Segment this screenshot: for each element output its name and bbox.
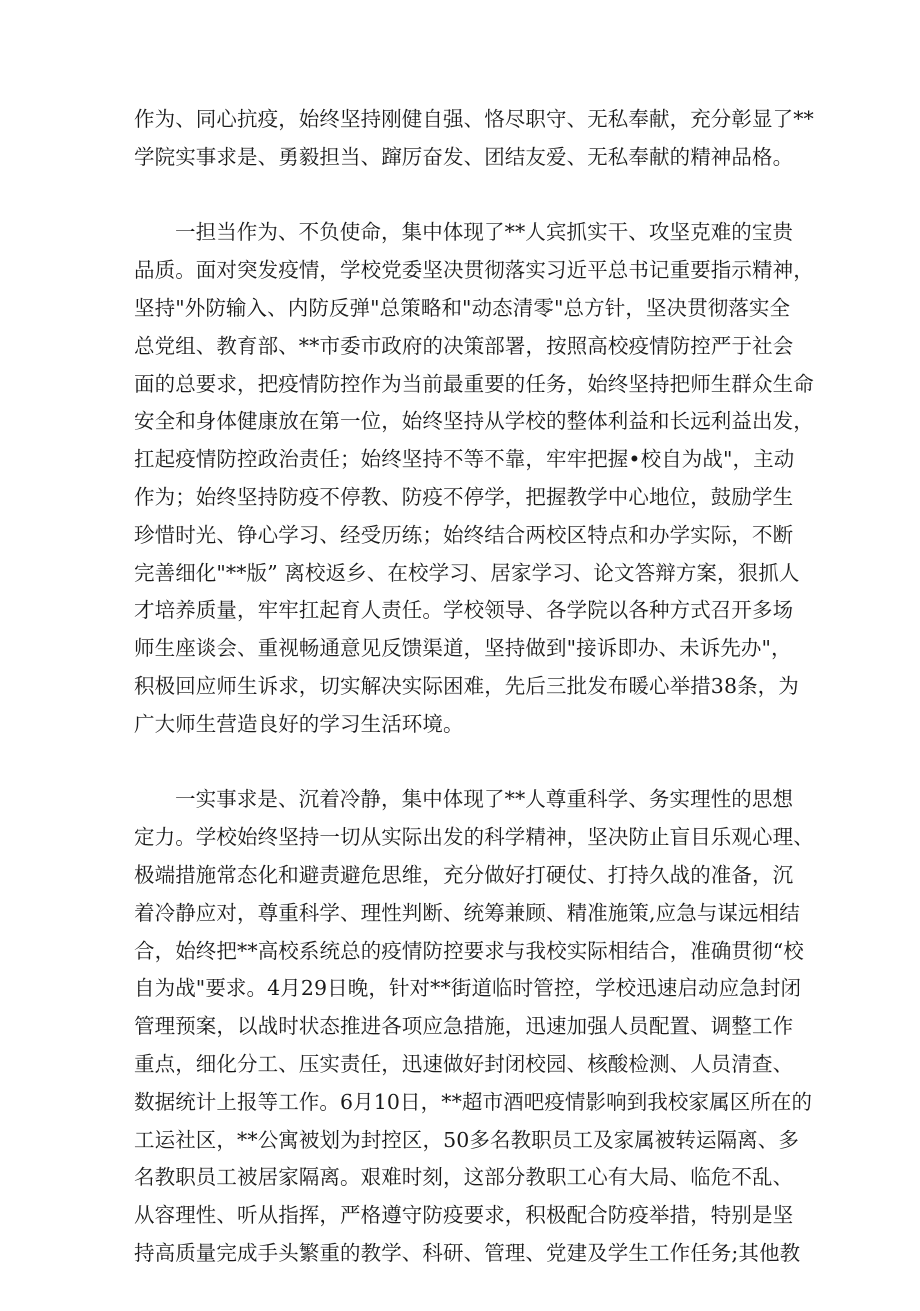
- text-line: 广大师生营造良好的学习生活环境。: [134, 711, 464, 736]
- text-line: 极端措施常态化和避责避危思维，充分做好打硬仗、打持久战的准备，沉: [134, 862, 794, 887]
- text-line: 定力。学校始终坚持一切从实际出发的科学精神，坚决防止盲目乐观心理、: [134, 825, 814, 850]
- text-line: 作为；始终坚持防疫不停教、防疫不停学，把握教学中心地位，鼓励学生: [134, 484, 794, 509]
- text-line: 持高质量完成手头繁重的教学、科研、管理、党建及学生工作任务;其他教: [134, 1240, 801, 1265]
- text-line: 珍惜时光、铮心学习、经受历练；始终结合两校区特点和办学实际，不断: [134, 522, 794, 547]
- text-line: 自为战"要求。4月29日晚，针对**街道临时管控，学校迅速启动应急封闭: [134, 976, 802, 1001]
- paragraph-1: [134, 101, 814, 177]
- paragraph-2: [134, 214, 814, 743]
- text-line: 数据统计上报等工作。6月10日，**超市酒吧疫情影响到我校家属区所在的: [134, 1089, 813, 1114]
- text-line: 品质。面对突发疫情，学校党委坚决贯彻落实习近平总书记重要指示精神，: [134, 258, 814, 283]
- text-line: 积极回应师生诉求，切实解决实际困难，先后三批发布暖心举措38条，为: [134, 673, 799, 698]
- text-line: 从容理性、听从指挥，严格遵守防疫要求，积极配合防疫举措，特别是坚: [134, 1203, 794, 1228]
- text-line: 安全和身体健康放在第一位，始终坚持从学校的整体利益和长远利益出发，: [134, 409, 814, 434]
- text-line: 扛起疫情防控政治责任；始终坚持不等不靠，牢牢把握•校自为战"，主动: [134, 447, 795, 472]
- text-line: 作为、同心抗疫，始终坚持刚健自强、恪尽职守、无私奉献，充分彰显了**: [134, 107, 814, 131]
- paragraph-3: [134, 781, 814, 1272]
- text-line: 总党组、教育部、**市委市政府的决策部署，按照高校疫情防控严于社会: [134, 333, 794, 358]
- text-line: 重点，细化分工、压实责任，迅速做好封闭校园、核酸检测、人员清查、: [134, 1051, 794, 1076]
- text-line: 才培养质量，牢牢扛起育人责任。学校领导、各学院以各种方式召开多场: [134, 598, 794, 623]
- text-line: 一担当作为、不负使命，集中体现了**人宾抓实干、攻坚克难的宝贵: [175, 220, 794, 245]
- text-line: 一实事求是、沉着冷静，集中体现了**人尊重科学、务实理性的思想: [175, 787, 794, 812]
- text-line: 完善细化"**版” 离校返乡、在校学习、居家学习、论文答辩方案，狠抓人: [134, 560, 800, 585]
- text-line: 面的总要求，把疫情防控作为当前最重要的任务，始终坚持把师生群众生命: [134, 371, 814, 396]
- text-line: 合，始终把**高校系统总的疫情防控要求与我校实际相结合，准确贯彻“校: [134, 938, 804, 963]
- text-line: 学院实事求是、勇毅担当、蹿厉奋发、团结友爱、无私奉献的精神品格。: [134, 144, 794, 169]
- text-line: 坚持"外防输入、内防反弹"总策略和"动态清零"总方针，坚决贯彻落实全: [134, 295, 791, 320]
- text-line: 管理预案，以战时状态推进各项应急措施，迅速加强人员配置、调整工作: [134, 1014, 794, 1039]
- text-line: 着冷静应对，尊重科学、理性判断、统筹兼顾、精准施策,应急与谋远相结: [134, 900, 800, 925]
- text-line: 名教职员工被居家隔离。艰难时刻，这部分教职工心有大局、临危不乱、: [134, 1165, 794, 1190]
- text-line: 工运社区，**公寓被划为封控区，50多名教职员工及家属被转运隔离、多: [134, 1127, 799, 1152]
- document-body: [134, 101, 814, 1311]
- text-line: 师生座谈会、重视畅通意见反馈渠道，坚持做到"接诉即办、未诉先办"，: [134, 636, 792, 661]
